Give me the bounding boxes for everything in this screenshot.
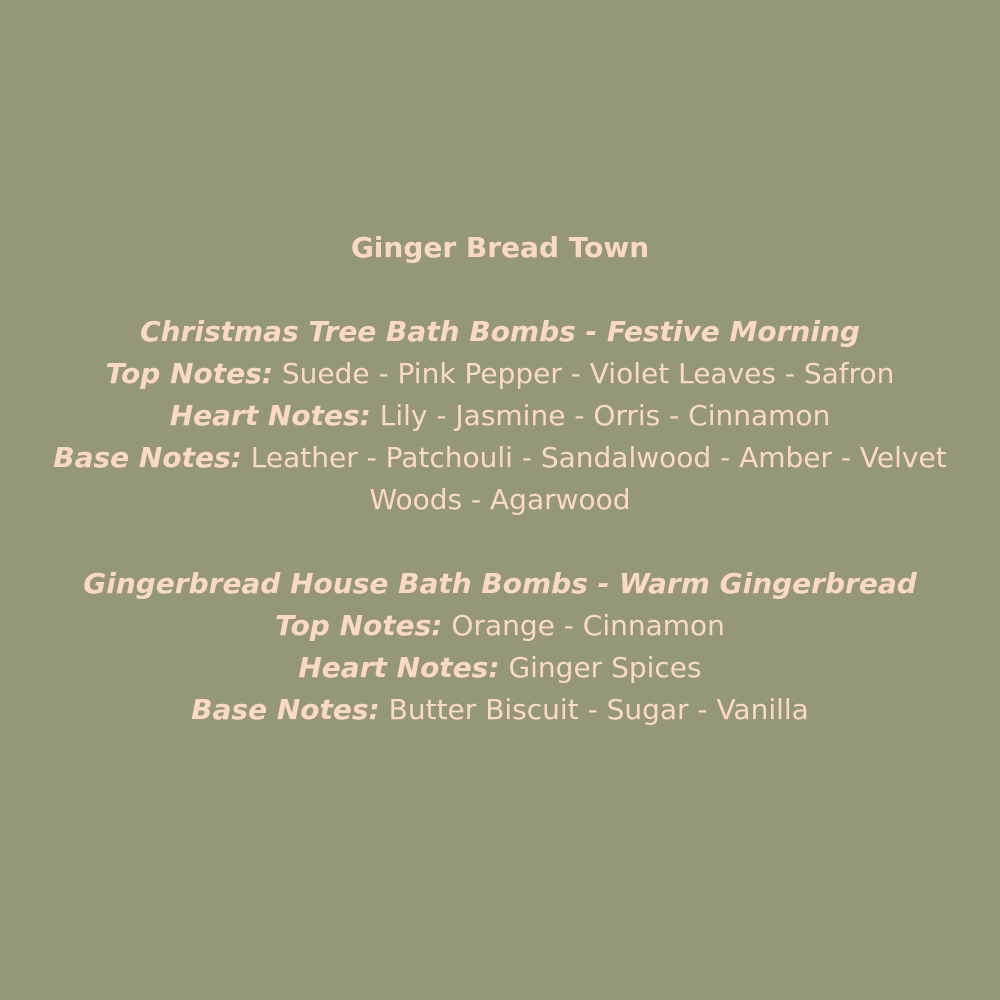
top-notes-label: Top Notes: bbox=[275, 609, 443, 642]
heart-notes-label: Heart Notes: bbox=[298, 651, 500, 684]
base-notes-value: Leather - Patchouli - Sandalwood - Amber - Velvet bbox=[250, 441, 947, 474]
top-notes-label: Top Notes: bbox=[105, 357, 273, 390]
section-christmas-tree bbox=[40, 311, 960, 521]
base-notes-continuation: Woods - Agarwood bbox=[369, 483, 631, 516]
top-notes-line bbox=[40, 353, 960, 395]
base-notes-line bbox=[40, 689, 960, 731]
heart-notes-value: Lily - Jasmine - Orris - Cinnamon bbox=[379, 399, 831, 432]
heart-notes-line bbox=[40, 395, 960, 437]
top-notes-line bbox=[40, 605, 960, 647]
heart-notes-label: Heart Notes: bbox=[169, 399, 371, 432]
section-heading: Gingerbread House Bath Bombs - Warm Gingerbread bbox=[83, 567, 917, 600]
base-notes-value: Butter Biscuit - Sugar - Vanilla bbox=[388, 693, 809, 726]
base-notes-line bbox=[40, 437, 960, 479]
section-heading: Christmas Tree Bath Bombs - Festive Morning bbox=[140, 315, 860, 348]
scent-notes-card bbox=[40, 227, 960, 731]
heart-notes-line bbox=[40, 647, 960, 689]
top-notes-value: Suede - Pink Pepper - Violet Leaves - Safron bbox=[281, 357, 895, 390]
base-notes-label: Base Notes: bbox=[191, 693, 380, 726]
base-notes-label: Base Notes: bbox=[53, 441, 242, 474]
page-title: Ginger Bread Town bbox=[350, 231, 650, 264]
top-notes-value: Orange - Cinnamon bbox=[451, 609, 725, 642]
section-gingerbread-house bbox=[40, 563, 960, 731]
heart-notes-value: Ginger Spices bbox=[508, 651, 702, 684]
